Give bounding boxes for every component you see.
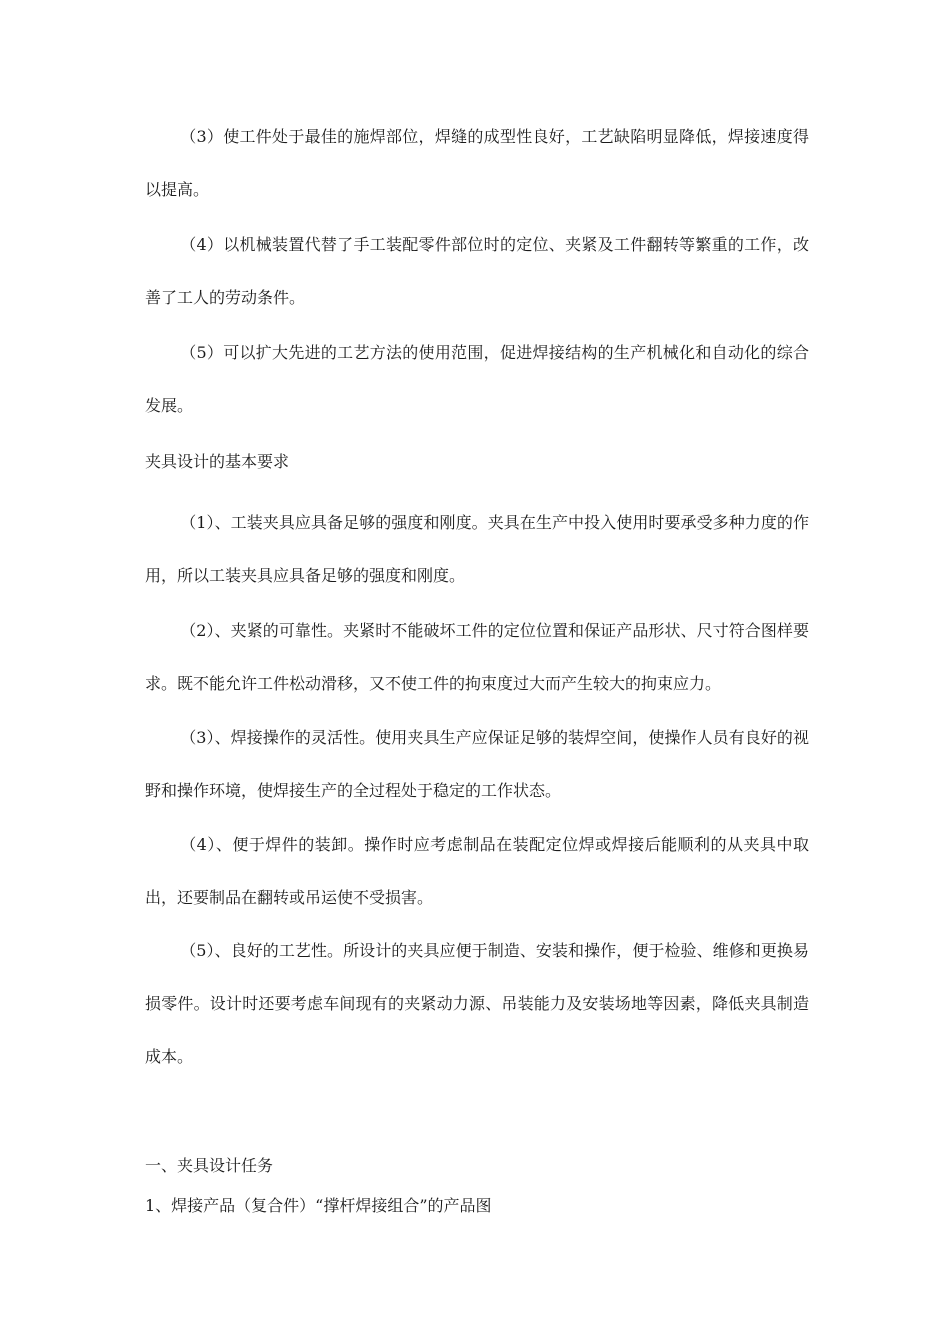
- paragraph-mechanical-device: （4）以机械装置代替了手工装配零件部位时的定位、夹紧及工件翻转等繁重的工作，改善了工人的劳动条件。: [145, 235, 809, 307]
- requirements-heading: 夹具设计的基本要求: [145, 452, 290, 471]
- task-item-product-drawing: 1、焊接产品（复合件）“撑杆焊接组合”的产品图: [145, 1196, 492, 1215]
- task-section-heading: 一、夹具设计任务: [145, 1156, 274, 1175]
- requirement-item-flexibility: （3）、焊接操作的灵活性。使用夹具生产应保证足够的装焊空间，使操作人员有良好的视野和操作环境，使焊接生产的全过程处于稳定的工作状态。: [145, 728, 809, 800]
- requirement-item-loading: （4）、便于焊件的装卸。操作时应考虑制品在装配定位焊或焊接后能顺利的从夹具中取出，还要制品在翻转或吊运使不受损害。: [145, 835, 809, 907]
- requirement-item-clamping: （2）、夹紧的可靠性。夹紧时不能破坏工件的定位位置和保证产品形状、尺寸符合图样要求。既不能允许工件松动滑移，又不使工件的拘束度过大而产生较大的拘束应力。: [145, 621, 809, 693]
- requirement-item-manufacturability: （5）、良好的工艺性。所设计的夹具应便于制造、安装和操作，便于检验、维修和更换易损零件。设计时还要考虑车间现有的夹紧动力源、吊装能力及安装场地等因素，降低夹具制造成本。: [145, 941, 809, 1066]
- requirement-item-strength: （1）、工装夹具应具备足够的强度和刚度。夹具在生产中投入使用时要承受多种力度的作用，所以工装夹具应具备足够的强度和刚度。: [145, 513, 809, 585]
- paragraph-process-scope: （5）可以扩大先进的工艺方法的使用范围，促进焊接结构的生产机械化和自动化的综合发展。: [145, 343, 809, 415]
- paragraph-welding-position: （3）使工件处于最佳的施焊部位，焊缝的成型性良好，工艺缺陷明显降低，焊接速度得以提高。: [145, 127, 809, 199]
